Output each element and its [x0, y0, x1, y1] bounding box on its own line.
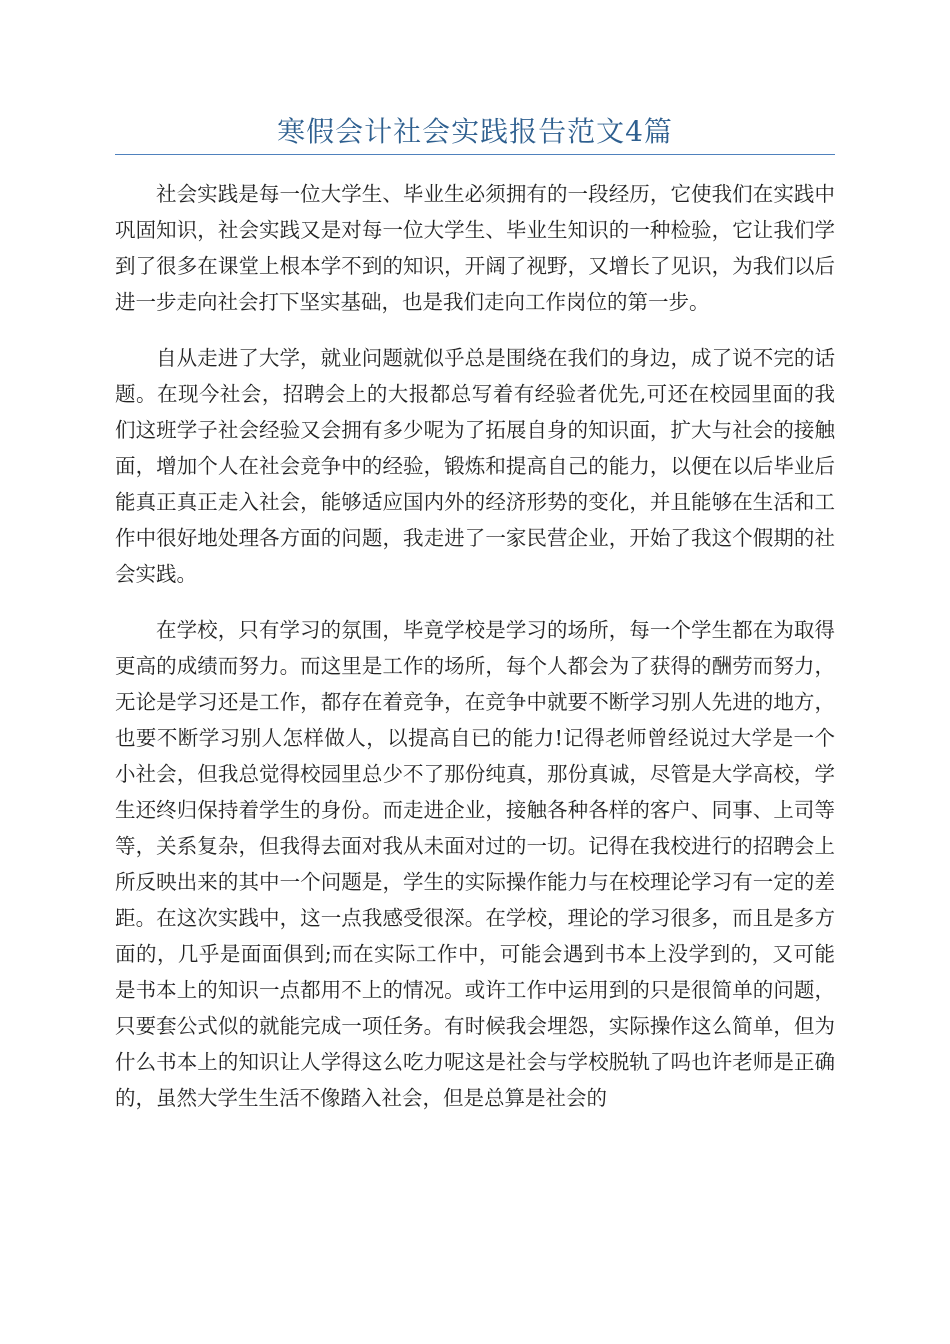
paragraph-2: 自从走进了大学，就业问题就似乎总是围绕在我们的身边，成了说不完的话题。在现今社会，招聘会上的大报都总写着有经验者优先,可还在校园里面的我们这班学子社会经验又会拥有多少呢为了拓展自身的知识面，扩大与社会的接触面，增加个人在社会竞争中的经验，锻炼和提高自己的能力，以便在以后毕业后能真正真正走入社会，能够适应国内外的经济形势的变化，并且能够在生活和工作中很好地处理各方面的问题，我走进了一家民营企业，开始了我这个假期的社会实践。 [115, 346, 835, 586]
title-underline [115, 154, 835, 155]
paragraph-3: 在学校，只有学习的氛围，毕竟学校是学习的场所，每一个学生都在为取得更高的成绩而努力。而这里是工作的场所，每个人都会为了获得的酬劳而努力，无论是学习还是工作，都存在着竞争，在竞争中就要不断学习别人先进的地方，也要不断学习别人怎样做人，以提高自已的能力!记得老师曾经说过大学是一个小社会，但我总觉得校园里总少不了那份纯真，那份真诚，尽管是大学高校，学生还终归保持着学生的身份。而走进企业，接触各种各样的客户、同事、上司等等，关系复杂，但我得去面对我从未面对过的一切。记得在我校进行的招聘会上所反映出来的其中一个问题是，学生的实际操作能力与在校理论学习有一定的差距。在这次实践中，这一点我感受很深。在学校，理论的学习很多，而且是多方面的，几乎是面面俱到;而在实际工作中，可能会遇到书本上没学到的，又可能是书本上的知识一点都用不上的情况。或许工作中运用到的只是很简单的问题，只要套公式似的就能完成一项任务。有时候我会埋怨，实际操作这么简单，但为什么书本上的知识让人学得这么吃力呢这是社会与学校脱轨了吗也许老师是正确的，虽然大学生生活不像踏入社会，但是总算是社会的 [115, 618, 835, 1110]
document-title: 寒假会计社会实践报告范文4篇 [277, 115, 673, 148]
document-body [115, 176, 835, 1136]
paragraph-1: 社会实践是每一位大学生、毕业生必须拥有的一段经历，它使我们在实践中巩固知识，社会实践又是对每一位大学生、毕业生知识的一种检验，它让我们学到了很多在课堂上根本学不到的知识，开阔了视野，又增长了见识，为我们以后进一步走向社会打下坚实基础，也是我们走向工作岗位的第一步。 [115, 182, 835, 314]
